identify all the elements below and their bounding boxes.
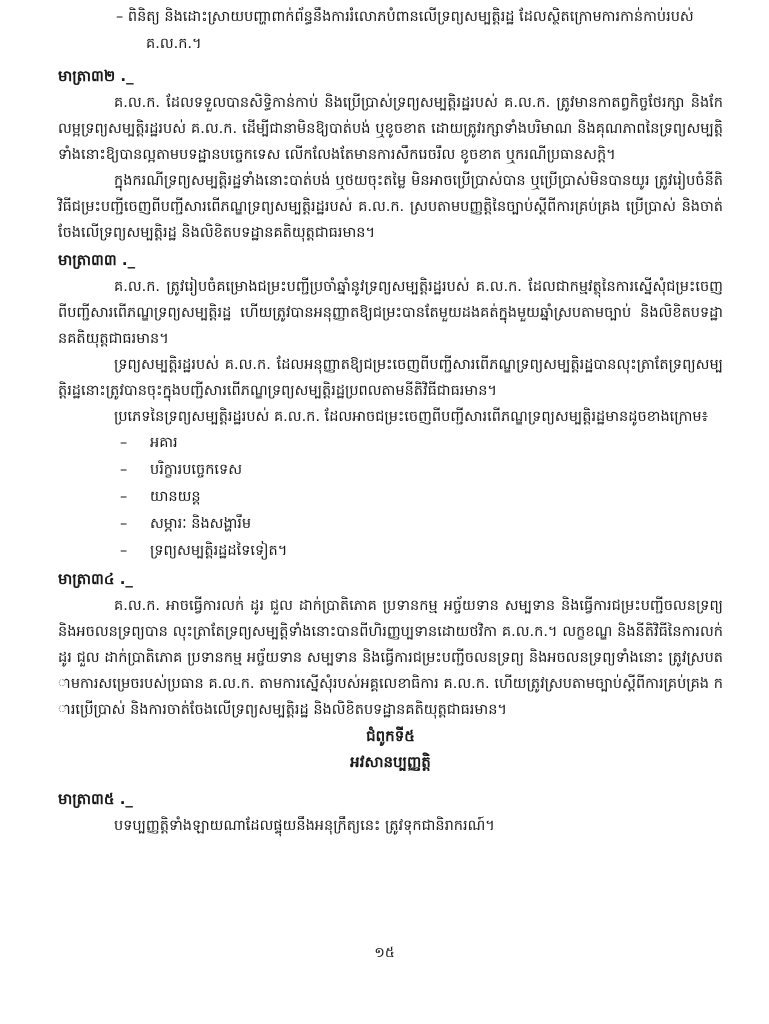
article-34-paragraph-1: គ.ល.ក. អាចធ្វើការលក់ ដូរ ជួល ដាក់ប្រាតិភោគ ប្រទានកម្ម អច្ច័យទាន សម្បទាន និងធ្វើការជម្រះបញ្ជីចលនទ្រព្យ និងអចលនទ្រព្យបាន លុះត្រាតែទ្រព្យសម្បត្តិទាំងនោះបានពីហិរញ្ញប្បទានដោយថវិកា គ.ល.ក.។ លក្ខខណ្ឌ និងនីតិវិធីនៃការលក់ ដូរ ជួល ដាក់ប្រាតិភោគ ប្រទានកម្ម អច្ច័យទាន សម្បទាន និងធ្វើការជម្រះបញ្ជីចលនទ្រព្យ និងអចលនទ្រព្យទាំងនោះ ត្រូវស្របតាមការសម្រេចរបស់ប្រធាន គ.ល.ក. តាមការស្នើសុំរបស់អគ្គលេខាធិការ គ.ល.ក. ហើយត្រូវស្របតាមច្បាប់ស្តីពីការគ្រប់គ្រង ការប្រើប្រាស់ និងការចាត់ចែងលើទ្រព្យសម្បត្តិរដ្ឋ និងលិខិតបទដ្ឋានគតិយុត្តជាធរមាន។ bbox=[58, 598, 723, 718]
article-32-paragraph-1: គ.ល.ក. ដែលទទួលបានសិទ្ធិកាន់កាប់ និងប្រើប្រាស់ទ្រព្យសម្បត្តិរដ្ឋរបស់ គ.ល.ក. ត្រូវមានកាតព្វកិច្ចថែរក្សា និងកែលម្អទ្រព្យសម្បត្តិរដ្ឋរបស់ គ.ល.ក. ដើម្បីជានាមិនឱ្យបាត់បង់ ឬខូចខាត ដោយត្រូវរក្សាទាំងបរិមាណ និងគុណភាពនៃទ្រព្យសម្បត្តិទាំងនោះឱ្យបានល្អតាមបទដ្ឋានបច្ចេកទេស លើកលែងតែមានការសឹករេចរឹល ខូចខាត ឬករណីប្រធានសក្តិ។ bbox=[58, 95, 723, 163]
article-33-heading: មាត្រា៣៣ ._ bbox=[58, 251, 136, 269]
list-item: – អគារ bbox=[120, 435, 178, 451]
chapter-title: អវសានប្បញ្ញត្តិ bbox=[350, 753, 431, 771]
article-33-paragraph-2: ទ្រព្យសម្បត្តិរដ្ឋរបស់ គ.ល.ក. ដែលអនុញ្ញាតឱ្យជម្រះចេញពីបញ្ជីសារពើភណ្ឌទ្រព្យសម្បត្តិរដ្ឋបានលុះត្រាតែទ្រព្យសម្បត្តិរដ្ឋនោះត្រូវបានចុះក្នុងបញ្ជីសារពើភណ្ឌទ្រព្យសម្បត្តិរដ្ឋប្រពលតាមនីតិវិធីជាធរមាន។ bbox=[58, 357, 723, 399]
page-number: ១៥ bbox=[374, 945, 395, 961]
article-34-heading: មាត្រា៣៤ ._ bbox=[58, 570, 133, 588]
list-item: – ទ្រព្យសម្បត្តិរដ្ឋដទៃទៀត។ bbox=[120, 543, 288, 559]
list-item: – បរិក្ខារបច្ចេកទេស bbox=[120, 462, 243, 478]
article-32-paragraph-2: ក្នុងករណីទ្រព្យសម្បត្តិរដ្ឋទាំងនោះបាត់បង់ ឬថយចុះតម្លៃ មិនអាចប្រើប្រាស់បាន ឬប្រើប្រាស់មិនបានយូរ ត្រូវរៀបចំនីតិវិធីជម្រះបញ្ជីចេញពីបញ្ជីសារពើភណ្ឌទ្រព្យសម្បត្តិរដ្ឋរបស់ គ.ល.ក. ស្របតាមបញ្ញត្តិនៃច្បាប់ស្តីពីការគ្រប់គ្រង ប្រើប្រាស់ និងចាត់ចែងលើទ្រព្យសម្បត្តិរដ្ឋ និងលិខិតបទដ្ឋានគតិយុត្តជាធរមាន។ bbox=[58, 173, 723, 241]
article-35-heading: មាត្រា៣៥ ._ bbox=[58, 790, 133, 808]
chapter-number: ជំពូកទី៥ bbox=[366, 727, 415, 745]
article-33-paragraph-3: ប្រភេទនៃទ្រព្យសម្បត្តិរដ្ឋរបស់ គ.ល.ក. ដែលអាចជម្រះចេញពីបញ្ជីសារពើភណ្ឌទ្រព្យសម្បត្តិរដ្ឋមានដូចខាងក្រោម៖ bbox=[114, 409, 708, 425]
asset-type-list bbox=[120, 430, 723, 565]
article-35-paragraph-1: បទប្បញ្ញត្តិទាំងឡាយណាដែលផ្ទុយនឹងអនុក្រឹត្យនេះ ត្រូវទុកជានិរាករណ៍។ bbox=[114, 818, 495, 834]
article-32-heading: មាត្រា៣២ ._ bbox=[58, 67, 134, 85]
list-item: – សម្ភារៈ និងសង្ហារឹម bbox=[120, 516, 252, 532]
top-list-item: – ពិនិត្យ និងដោះស្រាយបញ្ហាពាក់ព័ន្ធនឹងការរំលោភបំពានលើទ្រព្យសម្បត្តិរដ្ឋ ដែលស្ថិតក្រោមការកាន់កាប់របស់ គ.ល.ក.។ bbox=[116, 9, 694, 52]
document-page bbox=[58, 4, 723, 839]
article-33-paragraph-1: គ.ល.ក. ត្រូវរៀបចំគម្រោងជម្រះបញ្ជីប្រចាំឆ្នាំនូវទ្រព្យសម្បត្តិរដ្ឋរបស់ គ.ល.ក. ដែលជាកម្មវត្ថុនៃការស្នើសុំជម្រះចេញពីបញ្ជីសារពើភណ្ឌទ្រព្យសម្បត្តិរដ្ឋ ហើយត្រូវបានអនុញ្ញាតឱ្យជម្រះបានតែមួយដងគត់ក្នុងមួយឆ្នាំស្របតាមច្បាប់ និងលិខិតបទដ្ឋានគតិយុត្តជាធរមាន។ bbox=[58, 279, 723, 347]
list-item: – យានយន្ត bbox=[120, 489, 201, 505]
